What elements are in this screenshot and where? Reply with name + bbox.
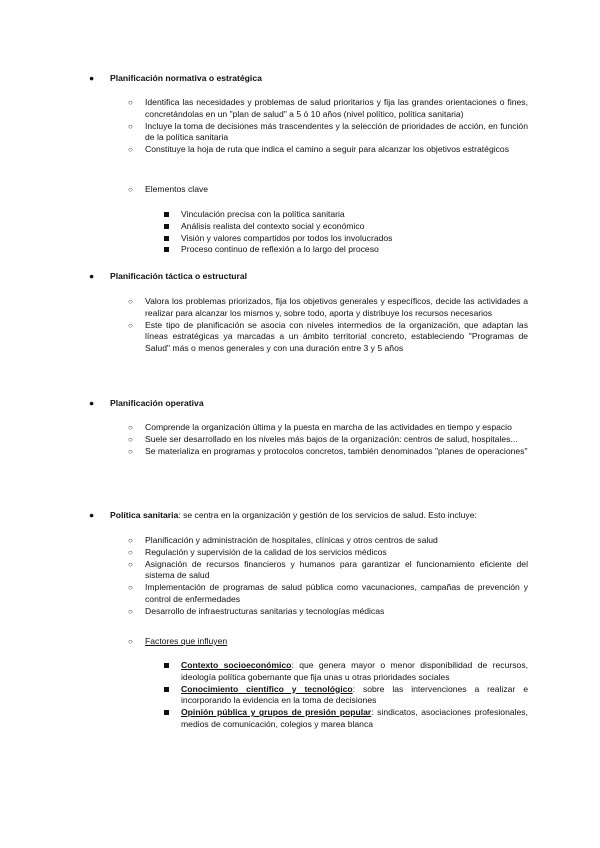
sublist-item-text: Proceso continuo de reflexión a lo largo del proceso [181, 244, 379, 255]
section-title: Planificación operativa [110, 398, 204, 408]
circle-bullet-icon: ○ [128, 606, 133, 616]
circle-bullet-icon: ○ [128, 98, 133, 107]
list-item [88, 434, 528, 446]
circle-bullet-icon: ○ [128, 297, 133, 306]
section-heading [88, 510, 528, 522]
factor-text: : sindicatos, asociaciones profesionales, medios de comunicación, colegios y marea blanca [181, 707, 528, 729]
section-heading [88, 271, 528, 283]
factor-term: Conocimiento científico y tecnológico [181, 683, 353, 694]
section-heading [88, 398, 528, 410]
square-bullet-icon [164, 710, 169, 715]
section-title: Planificación normativa o estratégica [110, 73, 262, 83]
sublist-item-text: Análisis realista del contexto social y económico [181, 220, 365, 231]
square-bullet-icon [164, 663, 169, 668]
section-title: Planificación táctica o estructural [110, 271, 248, 281]
list-tactica [88, 296, 528, 355]
sublist-item [88, 233, 528, 245]
circle-bullet-icon: ○ [128, 145, 133, 155]
circle-bullet-icon: ○ [128, 121, 133, 131]
list-item [88, 559, 528, 583]
section-heading [88, 73, 528, 85]
list-item-text: Este tipo de planificación se asocia con niveles intermedios de la organización, que adaptan las líneas estratégicas ya marcadas a un ámbito territorial concreto, estableciendo "Programas de Salud" más o menos generales y con una duración entre 3 y 5 años [145, 319, 528, 354]
square-bullet-icon [164, 247, 169, 252]
circle-bullet-icon: ○ [128, 637, 133, 646]
circle-bullet-icon: ○ [128, 583, 133, 593]
list-item [88, 582, 528, 606]
bullet-icon: ● [89, 73, 95, 83]
subheading-text: Elementos clave [145, 184, 209, 194]
list-item [88, 535, 528, 547]
list-item-text: Se materializa en programas y protocolos concretos, también denominados "planes de operaciones" [145, 445, 528, 456]
section-normativa [88, 73, 528, 85]
section-title-rest: : se centra en la organización y gestión de los servicios de salud. Esto incluye: [178, 510, 477, 520]
factor-text: : sobre las intervenciones a realizar e incorporando la evidencia en la toma de decisiones [181, 683, 528, 706]
list-item [88, 422, 528, 434]
circle-bullet-icon: ○ [128, 320, 133, 330]
sublist-factores [88, 660, 528, 731]
list-item [88, 184, 528, 196]
sublist-item [88, 244, 528, 256]
list-item-text: Regulación y supervisión de la calidad de los servicios médicos [145, 546, 387, 557]
subheading-text: Factores que influyen [145, 636, 228, 646]
sublist-item [88, 221, 528, 233]
list-item [88, 636, 528, 648]
list-item [88, 320, 528, 355]
list-item-text: Desarrollo de infraestructuras sanitarias y tecnologías médicas [145, 605, 385, 616]
list-item [88, 121, 528, 145]
sublist-item [88, 707, 528, 731]
section-operativa [88, 398, 528, 410]
circle-bullet-icon: ○ [128, 547, 133, 557]
sublist-item [88, 209, 528, 221]
list-politica [88, 535, 528, 618]
list-normativa [88, 97, 528, 156]
list-item-text: Identifica las necesidades y problemas de salud prioritarios y fija las grandes orientaciones o fines, concretándolas en un "plan de salud" a 5 ó 10 años (nivel político, política sanitaria) [145, 97, 528, 119]
section-tactica [88, 271, 528, 283]
list-item-text: Suele ser desarrollado en los niveles más bajos de la organización: centros de salud, hospitales... [145, 433, 518, 444]
factor-term: Opinión pública y grupos de presión popular [181, 707, 372, 718]
list-item-text: Comprende la organización última y la puesta en marcha de las actividades en tiempo y espacio [145, 422, 512, 432]
list-item-text: Valora los problemas priorizados, fija los objetivos generales y específicos, decide las actividades a realizar para alcanzar los mismos y, sobre todo, aporta y distribuye los recursos necesarios [145, 296, 528, 318]
list-operativa [88, 422, 528, 457]
bullet-icon: ● [89, 510, 95, 520]
factor-text: : que genera mayor o menor disponibilidad de recursos, ideología política gobernante que fija unas u otras prioridades sociales [181, 660, 529, 682]
bullet-icon: ● [89, 271, 95, 281]
list-item [88, 606, 528, 618]
circle-bullet-icon: ○ [128, 536, 133, 545]
section-title: Política sanitaria [110, 510, 179, 520]
square-bullet-icon [164, 236, 169, 241]
list-item [88, 296, 528, 320]
list-factores [88, 636, 528, 648]
sublist-item [88, 660, 528, 684]
circle-bullet-icon: ○ [128, 423, 133, 432]
list-item [88, 547, 528, 559]
list-item-text: Constituye la hoja de ruta que indica el camino a seguir para alcanzar los objetivos estratégicos [145, 144, 510, 155]
circle-bullet-icon: ○ [128, 446, 133, 456]
list-item-text: Implementación de programas de salud pública como vacunaciones, campañas de prevención y control de enfermedades [145, 582, 528, 604]
list-item-text: Planificación y administración de hospitales, clínicas y otros centros de salud [145, 535, 438, 545]
list-item [88, 97, 528, 121]
square-bullet-icon [164, 687, 169, 692]
bullet-icon: ● [89, 398, 95, 408]
sublist-item-text: Visión y valores compartidos por todos los involucrados [181, 232, 393, 243]
circle-bullet-icon: ○ [128, 559, 133, 569]
list-item [88, 446, 528, 458]
list-item-text: Incluye la toma de decisiones más trascendentes y la selección de prioridades de acción, en función de la política sanitaria [145, 120, 528, 143]
sublist-elementos [88, 209, 528, 256]
circle-bullet-icon: ○ [128, 434, 133, 444]
sublist-item [88, 684, 528, 708]
list-item-text: Asignación de recursos financieros y humanos para garantizar el funcionamiento eficiente del sistema de salud [145, 558, 528, 581]
square-bullet-icon [164, 224, 169, 229]
list-item [88, 144, 528, 156]
factor-term: Contexto socioeconómico [181, 660, 292, 670]
circle-bullet-icon: ○ [128, 185, 133, 194]
sublist-item-text: Vinculación precisa con la política sanitaria [181, 209, 345, 219]
list-elementos [88, 184, 528, 196]
square-bullet-icon [164, 212, 169, 217]
section-politica [88, 510, 528, 522]
